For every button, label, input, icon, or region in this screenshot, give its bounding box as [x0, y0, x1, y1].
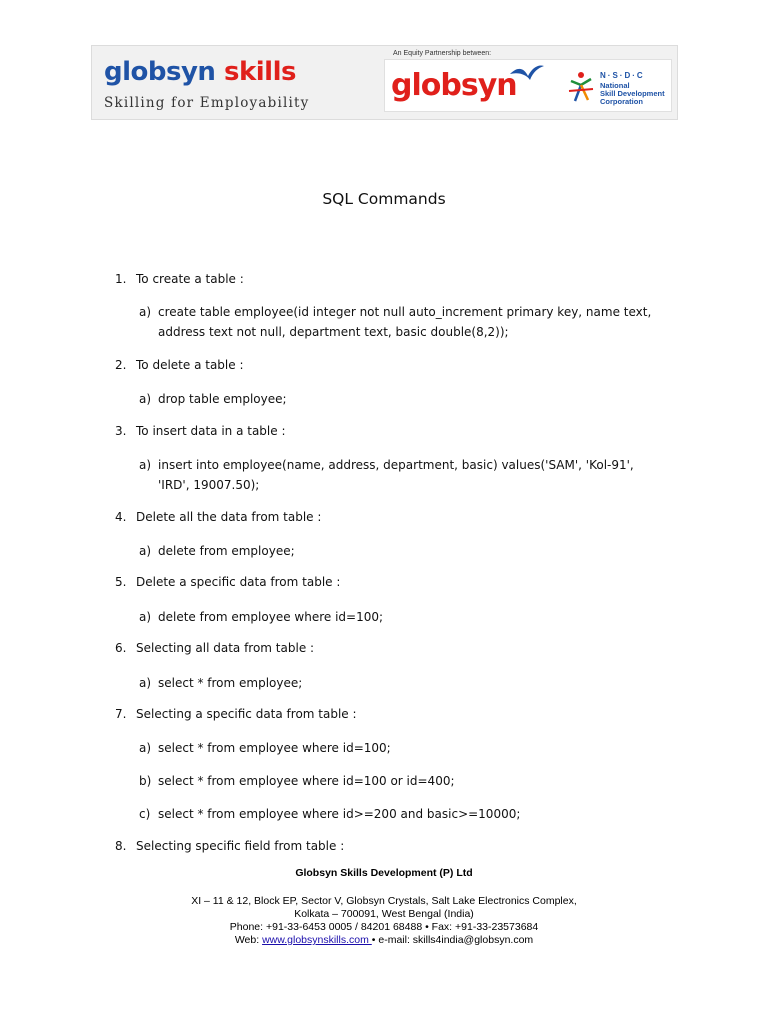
brand-tagline: Skilling for Employability — [104, 95, 310, 111]
footer-address-line2: Kolkata – 700091, West Bengal (India) — [294, 908, 474, 920]
list-item: c) select * from employee where id>=200 and basic>=10000; — [139, 807, 521, 821]
page-title: SQL Commands — [322, 190, 446, 208]
footer-web: Web: www.globsynskills.com • e-mail: skills4india@globsyn.com — [234, 934, 534, 946]
list-item: a) delete from employee where id=100; — [139, 610, 384, 624]
section-heading: 5. Delete a specific data from table : — [115, 575, 341, 589]
globsyn-logo: globsyn — [391, 68, 517, 103]
nsdc-abbr: N·S·D·C — [600, 71, 645, 80]
list-item: a) delete from employee; — [139, 544, 295, 558]
nsdc-name: National Skill Development Corporation — [600, 81, 665, 106]
footer-phone: Phone: +91-33-6453 0005 / 84201 68488 • Fax: +91-33-23573684 — [229, 921, 539, 933]
footer-company: Globsyn Skills Development (P) Ltd — [295, 867, 473, 879]
list-item: b) select * from employee where id=100 or id=400; — [139, 774, 455, 788]
section-heading: 8. Selecting specific field from table : — [115, 839, 345, 853]
list-item: a) select * from employee where id=100; — [139, 741, 391, 755]
bird-icon — [508, 64, 546, 86]
section-heading: 3. To insert data in a table : — [115, 424, 286, 438]
brand-logo — [104, 57, 384, 111]
website-link[interactable]: www.globsynskills.com — [262, 934, 372, 946]
list-item: a) create table employee(id integer not null auto_increment primary key, name text, address text not null, department text, basic double(8,2)); — [139, 305, 652, 339]
section-heading: 1. To create a table : — [115, 272, 244, 286]
list-item: a) insert into employee(name, address, department, basic) values('SAM', 'Kol-91', 'IRD', 19007.50); — [139, 458, 634, 492]
section-heading: 6. Selecting all data from table : — [115, 641, 315, 655]
nsdc-figure-icon — [565, 69, 597, 105]
partner-caption: An Equity Partnership between: — [393, 50, 492, 57]
footer-contact — [0, 895, 768, 947]
footer-address-line1: XI – 11 & 12, Block EP, Sector V, Globsyn Crystals, Salt Lake Electronics Complex, — [191, 895, 577, 907]
section-heading: 2. To delete a table : — [115, 358, 244, 372]
list-item: a) drop table employee; — [139, 392, 287, 406]
section-heading: 4. Delete all the data from table : — [115, 510, 322, 524]
section-heading: 7. Selecting a specific data from table : — [115, 707, 357, 721]
list-item: a) select * from employee; — [139, 676, 303, 690]
brand-name: globsyn skills — [104, 57, 296, 87]
